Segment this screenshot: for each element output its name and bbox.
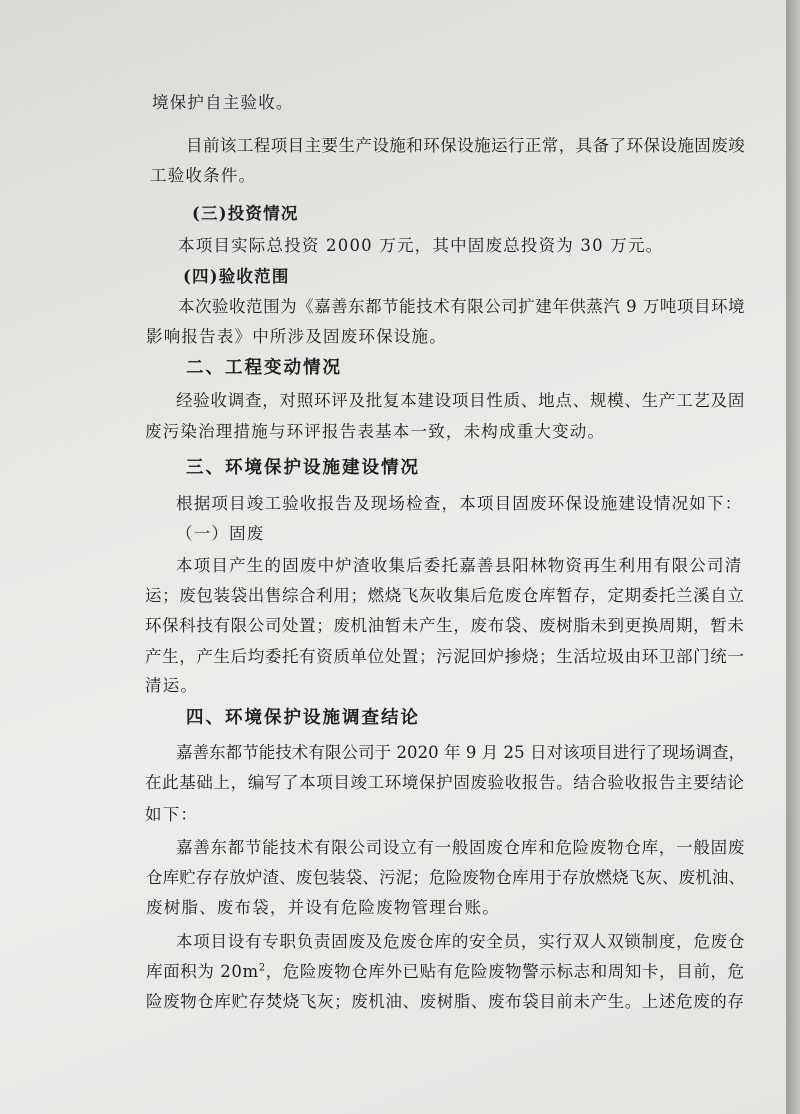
text-line: 仓库贮存存放炉渣、废包装袋、污泥；危险废物仓库用于存放燃烧飞灰、废机油、 [146,868,746,887]
text-line: 险废物仓库贮存焚烧飞灰；废机油、废树脂、废布袋目前未产生。上述危废的存 [146,992,745,1011]
text-line: 运；废包装袋出售综合利用；燃烧飞灰收集后危废仓库暂存，定期委托兰溪自立 [145,586,745,605]
text-line: 本项目实际总投资 2000 万元，其中固废总投资为 30 万元。 [178,236,664,255]
area-value: 库面积为 20m [146,962,259,981]
text-line: （一）固废 [176,524,265,543]
text-line: 嘉善东都节能技术有限公司于 2020 年 9 月 25 日对该项目进行了现场调查， [176,743,746,762]
page-edge [786,0,800,1114]
superscript-two: 2 [258,962,266,974]
text-line: 废树脂、废布袋，并设有危险废物管理台账。 [146,898,500,917]
text-line: 产生，产生后均委托有资质单位处置；污泥回炉掺烧；生活垃圾由环卫部门统一 [145,647,745,666]
section-heading: (三)投资情况 [192,204,299,223]
section-heading: 三、环境保护设施建设情况 [186,458,420,478]
text-line: 环保科技有限公司处置；废机油暂未产生，废布袋、废树脂未到更换周期，暂未 [145,616,745,635]
section-heading: 二、工程变动情况 [186,358,342,378]
text-line: 本项目产生的固废中炉渣收集后委托嘉善县阳林物资再生利用有限公司清 [176,556,743,575]
text-line [146,962,745,982]
text-line: 本项目设有专职负责固废及危废仓库的安全员，实行双人双锁制度，危废仓 [176,932,746,951]
text-line: 清运。 [145,676,199,695]
text-line: 目前该工程项目主要生产设施和环保设施运行正常，具备了环保设施固废竣 [186,136,746,155]
section-heading: (四)验收范围 [183,267,290,286]
section-heading: 四、环境保护设施调查结论 [186,708,420,728]
text-line: 在此基础上，编写了本项目竣工环境保护固废验收报告。结合验收报告主要结论 [145,773,745,792]
text-line: 经验收调查，对照环评及批复本建设项目性质、地点、规模、生产工艺及固 [176,391,746,410]
text-fragment: ，危险废物仓库外已贴有危险废物警示标志和周知卡，目前，危 [265,962,745,981]
text-line: 本次验收范围为《嘉善东都节能技术有限公司扩建年供蒸汽 9 万吨项目环境 [178,297,745,316]
text-line: 嘉善东都节能技术有限公司设立有一般固废仓库和危险废物仓库，一般固废 [176,838,746,857]
text-line: 影响报告表》中所涉及固废环保设施。 [146,327,447,346]
text-line: 废污染治理措施与环评报告表基本一致，未构成重大变动。 [145,422,606,441]
text-line: 工验收条件。 [150,166,257,185]
text-line: 境保护自主验收。 [152,93,294,112]
text-line: 如下： [145,805,199,824]
text-line: 根据项目竣工验收报告及现场检查，本项目固废环保设施建设情况如下： [176,494,743,513]
